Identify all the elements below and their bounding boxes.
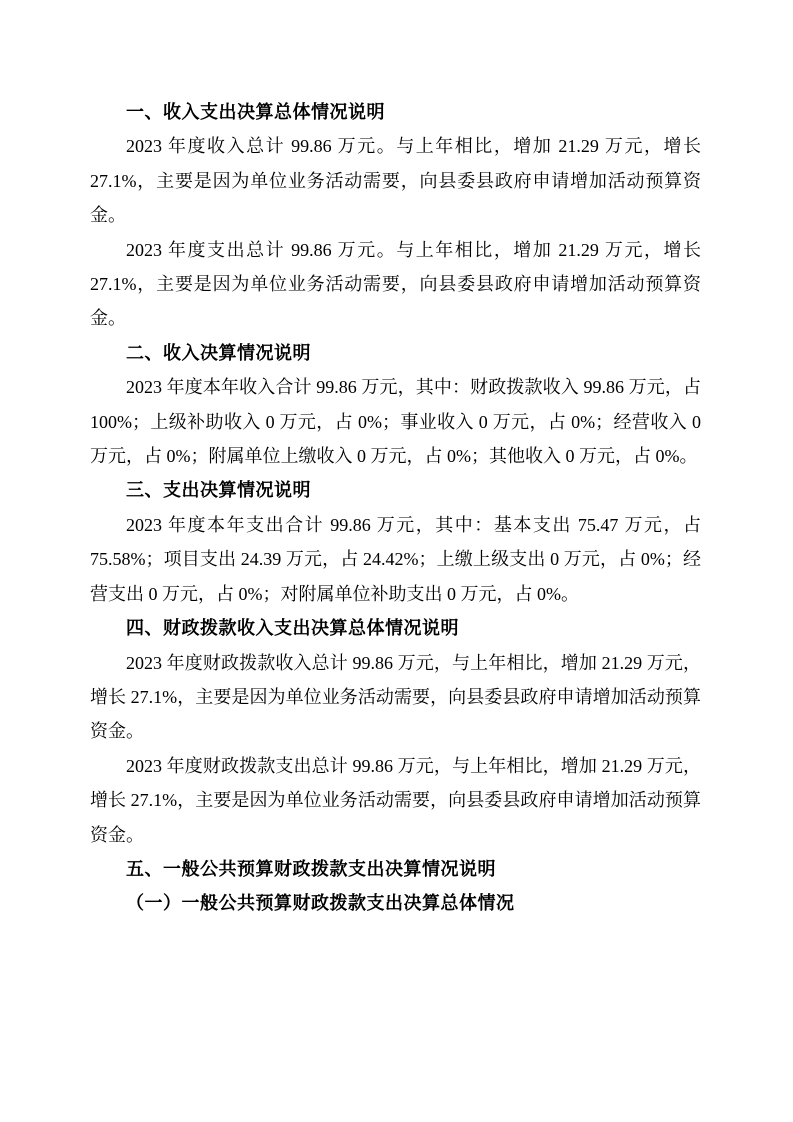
section-4-paragraph-1: 2023 年度财政拨款收入总计 99.86 万元，与上年相比，增加 21.29 万元，增长 27.1%，主要是因为单位业务活动需要，向县委县政府申请增加活动预算资金。 xyxy=(90,652,701,742)
section-1-paragraph-2: 2023 年度支出总计 99.86 万元。与上年相比，增加 21.29 万元，增长 27.1%，主要是因为单位业务活动需要，向县委县政府申请增加活动预算资金。 xyxy=(90,239,701,329)
section-3-paragraph-1: 2023 年度本年支出合计 99.86 万元，其中：基本支出 75.47 万元，占 75.58%；项目支出 24.39 万元，占 24.42%；上缴上级支出 0 万元，占 0%；经营支出 0 万元，占 0%；对附属单位补助支出 0 万元，占 0%。 xyxy=(90,514,701,604)
section-3-heading: 三、支出决算情况说明 xyxy=(126,480,311,501)
section-1-heading: 一、收入支出决算总体情况说明 xyxy=(126,102,385,122)
section-5-heading: 五、一般公共预算财政拨款支出决算情况说明 xyxy=(126,858,496,879)
section-2-heading: 二、收入决算情况说明 xyxy=(126,342,311,363)
section-2-paragraph-1: 2023 年度本年收入合计 99.86 万元，其中：财政拨款收入 99.86 万元，占 100%；上级补助收入 0 万元，占 0%；事业收入 0 万元，占 0%；经营收入 0 万元，占 0%；附属单位上缴收入 0 万元，占 0%；其他收入 0 万元，占 0%。 xyxy=(90,377,701,467)
section-1-paragraph-1: 2023 年度收入总计 99.86 万元。与上年相比，增加 21.29 万元，增长 27.1%，主要是因为单位业务活动需要，向县委县政府申请增加活动预算资金。 xyxy=(90,136,701,226)
section-4-heading: 四、财政拨款收入支出决算总体情况说明 xyxy=(126,618,459,639)
section-5-subheading-1: （一）一般公共预算财政拨款支出决算总体情况 xyxy=(126,893,515,914)
section-4-paragraph-2: 2023 年度财政拨款支出总计 99.86 万元，与上年相比，增加 21.29 万元，增长 27.1%，主要是因为单位业务活动需要，向县委县政府申请增加活动预算资金。 xyxy=(90,755,701,845)
